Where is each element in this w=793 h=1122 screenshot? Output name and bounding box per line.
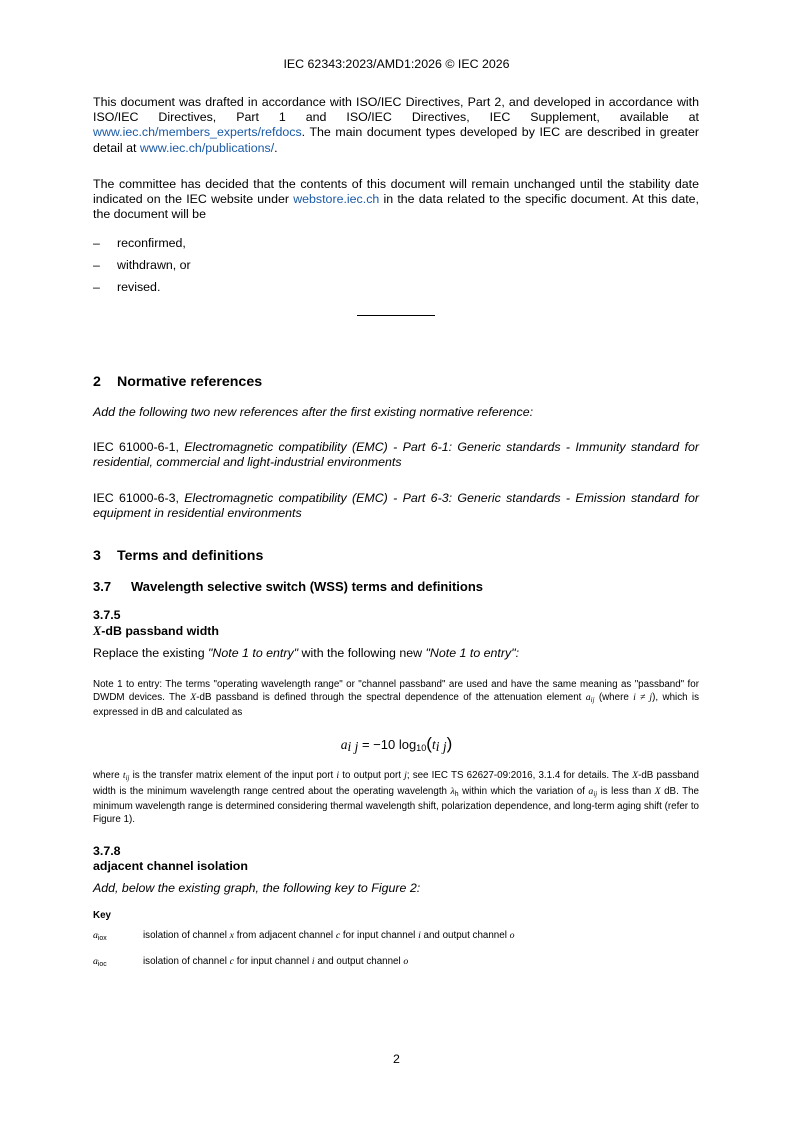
reference-title: Electromagnetic compatibility (EMC) - Part 6-1: Generic standards - Immunity standard for residential, commercial and light-industrial environments <box>93 440 699 470</box>
reference-id: IEC 61000-6-3, <box>93 491 179 505</box>
text-segment: for input channel <box>340 930 419 941</box>
text-segment: ), which is expressed in dB and calculated as <box>93 691 699 719</box>
math-subscript: i j <box>435 739 447 754</box>
text-segment: -dB passband is defined through the spectral dependence of the attenuation element <box>196 691 586 703</box>
text-segment: to output port <box>339 770 405 781</box>
quoted-text: "Note 1 to entry" <box>208 646 299 660</box>
key-row <box>93 930 515 942</box>
list-dash: – <box>93 258 100 272</box>
math-symbol: a <box>93 930 98 941</box>
separator-rule <box>357 315 435 316</box>
text-segment: is less than <box>597 785 655 797</box>
formula-explanation <box>93 770 699 826</box>
section-number: 3 <box>93 548 101 564</box>
text-segment: isolation of channel <box>143 956 230 967</box>
math-symbol: c <box>229 956 234 967</box>
list-item <box>93 280 160 294</box>
list-dash: – <box>93 280 100 294</box>
math-symbol: i <box>336 770 340 781</box>
text-segment: and output channel <box>314 956 404 967</box>
list-item <box>93 236 186 250</box>
section-2-heading <box>93 374 262 390</box>
list-item-text: reconfirmed, <box>117 236 186 250</box>
math-symbol: a <box>93 956 98 967</box>
text-segment: for input channel <box>233 956 312 967</box>
list-item-text: revised. <box>117 280 161 294</box>
formula-operator: = −10 log <box>358 737 417 752</box>
attenuation-formula <box>0 734 793 755</box>
reference-title: Electromagnetic compatibility (EMC) - Part 6-3: Generic standards - Emission standard for equipment in residential environments <box>93 491 699 521</box>
subsection-title: Wavelength selective switch (WSS) terms and definitions <box>131 579 484 594</box>
text-segment: in the data related to the specific document. At this date, the document will be <box>93 192 699 222</box>
math-symbol: j <box>404 770 407 781</box>
subsection-3-7-heading <box>93 579 483 594</box>
section-2-instruction: Add the following two new references after the first existing normative reference: <box>93 405 534 419</box>
text-segment: dB. The minimum wavelength range is determined considering thermal wavelength shift, polarization dependence, and long-term aging shift (refer to Figure 1). <box>93 785 700 825</box>
refdocs-link[interactable]: www.iec.ch/members_experts/refdocs <box>93 125 302 140</box>
text-segment: The committee has decided that the contents of this document will remain unchanged until the stability date indicated on the IEC website under <box>93 177 699 207</box>
term-text: -dB passband width <box>101 624 219 638</box>
math-subscript: 10 <box>416 743 427 753</box>
close-paren: ) <box>446 734 453 753</box>
math-symbol: a <box>585 691 591 703</box>
page-number: 2 <box>393 1052 400 1066</box>
text-segment: with the following new <box>298 646 426 660</box>
math-symbol: a <box>588 785 594 797</box>
section-title: Terms and definitions <box>117 548 264 564</box>
math-symbol: X <box>632 770 639 781</box>
math-subscript: ij <box>590 696 595 704</box>
text-segment: ; see IEC TS 62627-09:2016, 3.1.4 for details. The <box>406 770 633 781</box>
list-item-text: withdrawn, or <box>117 258 191 272</box>
term-2-instruction: Add, below the existing graph, the following key to Figure 2: <box>93 881 421 895</box>
math-subscript: i j <box>347 739 359 754</box>
foreword-paragraph-2 <box>93 177 699 223</box>
math-symbol: i <box>418 930 421 941</box>
math-symbol: t <box>122 770 126 781</box>
math-symbol: c <box>335 930 341 941</box>
text-segment: This document was drafted in accordance with ISO/IEC Directives, Part 2, and developed in accordance with ISO/IEC Directives, Part 1 and ISO/IEC Directives, IEC Supplement, available at <box>93 95 699 125</box>
text-segment: . The main document types developed by IEC are described in greater detail at <box>93 125 699 155</box>
key-symbol <box>93 956 143 968</box>
text-segment: within which the variation of <box>458 785 589 797</box>
section-3-heading <box>93 548 263 564</box>
list-item <box>93 258 191 272</box>
webstore-link[interactable]: webstore.iec.ch <box>293 192 380 207</box>
text-segment: from adjacent channel <box>233 930 336 941</box>
term-symbol: X <box>93 624 102 638</box>
math-subscript: iox <box>97 935 107 942</box>
math-symbol: x <box>229 930 234 941</box>
section-number: 2 <box>93 374 101 390</box>
note-to-entry <box>93 679 699 720</box>
math-subscript: h <box>454 790 459 798</box>
reference-id: IEC 61000-6-1, <box>93 440 179 454</box>
text-segment: Replace the existing <box>93 646 209 660</box>
text-segment: and output channel <box>420 930 510 941</box>
math-symbol: o <box>403 956 409 967</box>
quoted-text: "Note 1 to entry": <box>425 646 520 660</box>
term-number: 3.7.5 <box>93 608 121 622</box>
publications-link[interactable]: www.iec.ch/publications/ <box>139 140 275 155</box>
text-segment: Note 1 to entry: The terms "operating wavelength range" or "channel passband" are used and have the same meaning as "passband" for DWDM devices. The <box>93 679 699 703</box>
foreword-paragraph-1 <box>93 95 699 156</box>
normative-reference-1 <box>93 440 699 470</box>
open-paren: ( <box>426 734 432 753</box>
list-dash: – <box>93 236 100 250</box>
normative-reference-2 <box>93 491 699 521</box>
key-row <box>93 956 408 968</box>
math-symbol: λ <box>450 785 455 797</box>
term-name <box>93 624 219 639</box>
math-symbol: i <box>311 956 315 967</box>
key-symbol <box>93 930 143 942</box>
math-symbol: X <box>654 785 661 797</box>
math-subscript: ij <box>125 775 130 782</box>
math-symbol: o <box>509 930 515 941</box>
text-segment: -dB passband width is the minimum wavelength range centred about the operating wavelength <box>93 770 699 797</box>
math-subscript: ioc <box>97 961 107 968</box>
math-symbol: a <box>340 737 348 752</box>
page-header: IEC 62343:2023/AMD1:2026 © IEC 2026 <box>283 57 510 71</box>
text-segment: (where <box>594 691 634 703</box>
text-segment: isolation of channel <box>143 930 230 941</box>
term-1-instruction <box>93 646 699 661</box>
key-label: Key <box>93 910 111 921</box>
math-symbol: t <box>431 737 436 752</box>
subsection-number: 3.7 <box>93 579 112 594</box>
text-segment: where <box>93 770 123 781</box>
math-symbol: X <box>190 691 197 703</box>
term-name: adjacent channel isolation <box>93 859 248 873</box>
math-expression: i ≠ j <box>633 691 653 703</box>
text-segment: . <box>274 140 278 155</box>
text-segment: is the transfer matrix element of the input port <box>129 770 337 781</box>
section-title: Normative references <box>117 374 263 390</box>
math-subscript: ij <box>593 790 598 798</box>
term-number: 3.7.8 <box>93 844 121 858</box>
